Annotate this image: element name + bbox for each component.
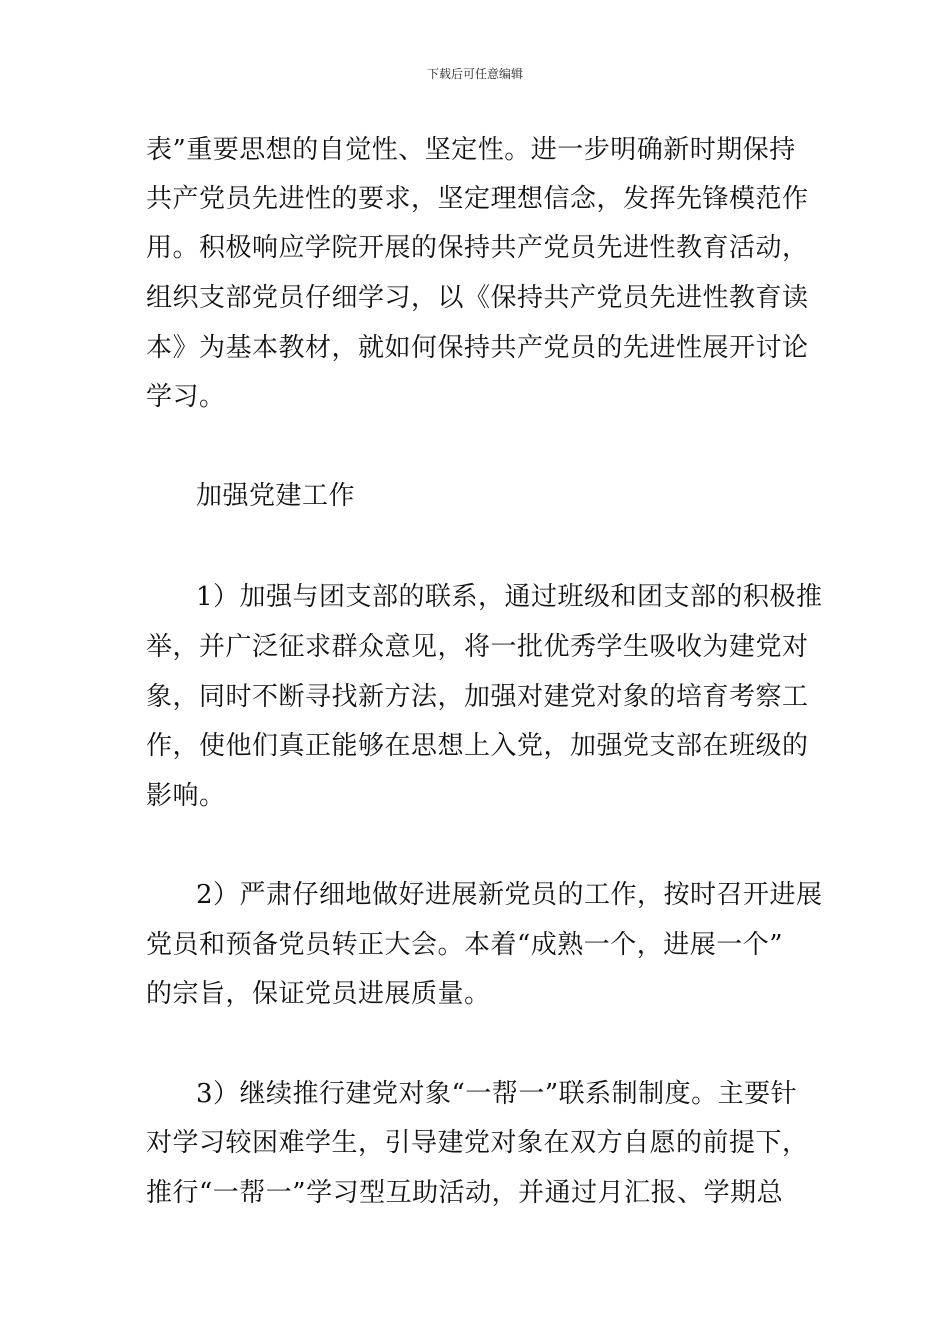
text-line: 本》为基本教材，就如何保持共产党员的先进性展开讨论	[146, 333, 809, 363]
text-line: 用。积极响应学院开展的保持共产党员先进性教育活动，	[146, 233, 809, 263]
text-line: 表”重要思想的自觉性、坚定性。进一步明确新时期保持	[146, 135, 796, 165]
text-line: 的宗旨，保证党员进展质量。	[146, 979, 491, 1009]
text-line: 党员和预备党员转正大会。本着“成熟一个，进展一个”	[146, 930, 784, 960]
text-line: 学习。	[146, 382, 226, 412]
text-line: 作，使他们真正能够在思想上入党，加强党支部在班级的	[146, 731, 809, 761]
text-line: 推行“一帮一”学习型互助活动，并通过月汇报、学期总	[146, 1178, 784, 1208]
text-line: 3）继续推行建党对象“一帮一”联系制制度。主要针	[196, 1079, 798, 1109]
text-line: 影响。	[146, 781, 226, 811]
text-line: 组织支部党员仔细学习，以《保持共产党员先进性教育读	[146, 283, 809, 313]
text-line: 举，并广泛征求群众意见，将一批优秀学生吸收为建党对	[146, 632, 809, 662]
page-header: 下载后可任意编辑	[426, 67, 523, 81]
text-line: 2）严肃仔细地做好进展新党员的工作，按时召开进展	[196, 880, 823, 910]
text-line: 象，同时不断寻找新方法，加强对建党对象的培育考察工	[146, 682, 809, 712]
text-line: 1）加强与团支部的联系，通过班级和团支部的积极推	[196, 582, 823, 612]
text-line: 共产党员先进性的要求，坚定理想信念，发挥先锋模范作	[146, 184, 809, 214]
section-heading: 加强党建工作	[196, 481, 356, 511]
text-line: 对学习较困难学生，引导建党对象在双方自愿的前提下，	[146, 1128, 809, 1158]
